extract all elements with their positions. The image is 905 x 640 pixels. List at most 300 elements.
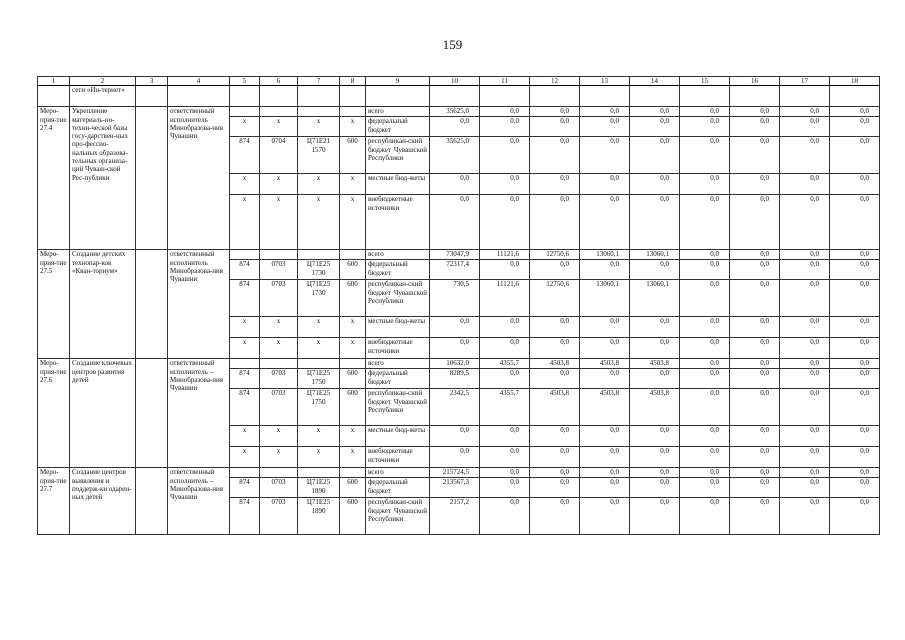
funding-source-cell: внебюджетные источники (366, 447, 430, 468)
amount-cell: 13060,1 (580, 250, 630, 260)
amount-cell: 0,0 (430, 195, 480, 250)
column-header: 18 (830, 77, 880, 86)
amount-cell: 0,0 (680, 389, 730, 426)
amount-cell: 0,0 (730, 117, 780, 137)
expense-type-cell: 600 (340, 369, 366, 389)
amount-cell: 0,0 (830, 498, 880, 535)
amount-cell: 0,0 (830, 280, 880, 317)
executor-cell: ответственный исполнитель Минобразова-ния Чувашии (168, 107, 230, 250)
amount-cell: 0,0 (430, 174, 480, 195)
expense-type-cell: 600 (340, 280, 366, 317)
table-cell (830, 86, 880, 107)
amount-cell: 0,0 (480, 117, 530, 137)
expense-type-cell: 600 (340, 389, 366, 426)
amount-cell: 0,0 (680, 338, 730, 359)
amount-cell: 11121,6 (480, 280, 530, 317)
amount-cell: 0,0 (730, 250, 780, 260)
target-code-cell: x (298, 195, 340, 250)
column-header: 2 (70, 77, 136, 86)
funding-source-cell: всего (366, 359, 430, 369)
amount-cell: 35625,0 (430, 107, 480, 117)
funding-source-cell: внебюджетные источники (366, 338, 430, 359)
amount-cell: 0,0 (530, 498, 580, 535)
section-code-cell (260, 250, 298, 260)
target-code-cell: Ц71Е25 1730 (298, 280, 340, 317)
amount-cell: 72317,4 (430, 260, 480, 280)
amount-cell: 73047,9 (430, 250, 480, 260)
amount-cell: 0,0 (630, 117, 680, 137)
amount-cell: 0,0 (680, 250, 730, 260)
table-cell (780, 86, 830, 107)
amount-cell: 4503,8 (630, 359, 680, 369)
column-header: 14 (630, 77, 680, 86)
expense-type-cell: x (340, 195, 366, 250)
expense-type-cell: x (340, 426, 366, 447)
expense-type-cell (340, 250, 366, 260)
amount-cell: 0,0 (730, 280, 780, 317)
amount-cell: 0,0 (680, 280, 730, 317)
column-header: 10 (430, 77, 480, 86)
section-code-cell: x (260, 447, 298, 468)
amount-cell: 0,0 (780, 280, 830, 317)
amount-cell: 0,0 (580, 317, 630, 338)
amount-cell: 0,0 (830, 447, 880, 468)
amount-cell: 0,0 (630, 447, 680, 468)
gr-code-cell: x (230, 117, 260, 137)
amount-cell: 0,0 (680, 137, 730, 174)
event-name-cell: Создание детских технопар-ков «Кван-ториум» (70, 250, 136, 359)
amount-cell: 0,0 (630, 317, 680, 338)
event-number-cell: Меро-прия-тие 27.4 (38, 107, 70, 250)
funding-source-cell: федеральный бюджет (366, 369, 430, 389)
empty-cell (136, 468, 168, 535)
amount-cell: 0,0 (630, 426, 680, 447)
amount-cell: 4503,8 (530, 389, 580, 426)
amount-cell: 0,0 (680, 317, 730, 338)
table-cell (136, 86, 168, 107)
column-header: 1 (38, 77, 70, 86)
table-cell (480, 86, 530, 107)
amount-cell: 0,0 (480, 195, 530, 250)
amount-cell: 4355,7 (480, 389, 530, 426)
amount-cell: 0,0 (780, 137, 830, 174)
amount-cell: 2157,2 (430, 498, 480, 535)
amount-cell: 0,0 (780, 174, 830, 195)
amount-cell: 12750,6 (530, 250, 580, 260)
page-number: 159 (442, 37, 463, 52)
amount-cell: 730,5 (430, 280, 480, 317)
column-header: 6 (260, 77, 298, 86)
amount-cell: 4503,8 (580, 359, 630, 369)
expense-type-cell: 600 (340, 498, 366, 535)
section-code-cell: x (260, 195, 298, 250)
amount-cell: 0,0 (480, 447, 530, 468)
amount-cell: 0,0 (530, 107, 580, 117)
amount-cell: 0,0 (830, 117, 880, 137)
table-cell (230, 86, 260, 107)
funding-source-cell: республикан-ский бюджет Чувашской Республики (366, 389, 430, 426)
amount-cell: 0,0 (530, 174, 580, 195)
amount-cell: 0,0 (780, 317, 830, 338)
section-code-cell (260, 468, 298, 478)
expense-type-cell: 600 (340, 260, 366, 280)
target-code-cell: Ц71Е25 1890 (298, 478, 340, 498)
amount-cell: 35625,0 (430, 137, 480, 174)
event-name-cell: Создание центров выявления и поддерж-ки одарен-ных детей (70, 468, 136, 535)
amount-cell: 0,0 (580, 137, 630, 174)
amount-cell: 0,0 (780, 447, 830, 468)
table-row (38, 250, 880, 260)
amount-cell: 0,0 (630, 478, 680, 498)
amount-cell: 0,0 (580, 426, 630, 447)
column-header: 3 (136, 77, 168, 86)
amount-cell: 0,0 (530, 447, 580, 468)
column-header: 4 (168, 77, 230, 86)
amount-cell: 0,0 (780, 107, 830, 117)
section-code-cell: 0703 (260, 369, 298, 389)
amount-cell: 0,0 (780, 117, 830, 137)
amount-cell: 0,0 (630, 338, 680, 359)
amount-cell: 0,0 (480, 369, 530, 389)
expense-type-cell (340, 468, 366, 478)
amount-cell: 0,0 (580, 174, 630, 195)
amount-cell: 0,0 (480, 478, 530, 498)
amount-cell: 0,0 (780, 260, 830, 280)
empty-cell (136, 107, 168, 250)
amount-cell: 0,0 (430, 426, 480, 447)
expense-type-cell: 600 (340, 478, 366, 498)
column-header: 11 (480, 77, 530, 86)
expense-type-cell: x (340, 338, 366, 359)
table-row (38, 359, 880, 369)
amount-cell: 0,0 (530, 117, 580, 137)
table-cell (340, 86, 366, 107)
amount-cell: 0,0 (730, 478, 780, 498)
amount-cell: 0,0 (680, 447, 730, 468)
amount-cell: 0,0 (680, 117, 730, 137)
gr-code-cell (230, 359, 260, 369)
amount-cell: 0,0 (780, 359, 830, 369)
amount-cell: 0,0 (780, 426, 830, 447)
amount-cell: 0,0 (680, 478, 730, 498)
amount-cell: 0,0 (680, 174, 730, 195)
budget-table (37, 76, 880, 535)
amount-cell: 0,0 (430, 317, 480, 338)
amount-cell: 0,0 (530, 260, 580, 280)
gr-code-cell: x (230, 447, 260, 468)
target-code-cell (298, 359, 340, 369)
gr-code-cell: 874 (230, 389, 260, 426)
amount-cell: 0,0 (730, 426, 780, 447)
target-code-cell (298, 468, 340, 478)
amount-cell: 0,0 (780, 389, 830, 426)
amount-cell: 0,0 (630, 468, 680, 478)
section-code-cell: 0703 (260, 498, 298, 535)
amount-cell: 0,0 (430, 338, 480, 359)
amount-cell: 0,0 (430, 447, 480, 468)
column-header: 7 (298, 77, 340, 86)
amount-cell: 0,0 (480, 260, 530, 280)
gr-code-cell: x (230, 426, 260, 447)
continuation-row (38, 86, 880, 107)
gr-code-cell: 874 (230, 260, 260, 280)
target-code-cell: Ц71Е25 1750 (298, 389, 340, 426)
amount-cell: 0,0 (830, 250, 880, 260)
table-cell (680, 86, 730, 107)
amount-cell: 0,0 (630, 137, 680, 174)
amount-cell: 0,0 (780, 369, 830, 389)
table-cell (580, 86, 630, 107)
section-code-cell: 0703 (260, 478, 298, 498)
column-header: 17 (780, 77, 830, 86)
amount-cell: 0,0 (580, 468, 630, 478)
target-code-cell: Ц71Е25 1890 (298, 498, 340, 535)
funding-source-cell: республикан-ский бюджет Чувашской Республики (366, 280, 430, 317)
amount-cell: 0,0 (680, 369, 730, 389)
table-cell (530, 86, 580, 107)
table-cell (430, 86, 480, 107)
event-number-cell: Меро-прия-тие 27.7 (38, 468, 70, 535)
section-code-cell (260, 107, 298, 117)
expense-type-cell: 600 (340, 137, 366, 174)
funding-source-cell: всего (366, 107, 430, 117)
amount-cell: 0,0 (830, 174, 880, 195)
column-header: 12 (530, 77, 580, 86)
amount-cell: 0,0 (780, 195, 830, 250)
table-cell (38, 86, 70, 107)
amount-cell: 0,0 (530, 468, 580, 478)
amount-cell: 0,0 (680, 260, 730, 280)
amount-cell: 0,0 (580, 107, 630, 117)
amount-cell: 0,0 (580, 478, 630, 498)
event-number-cell: Меро-прия-тие 27.6 (38, 359, 70, 468)
event-name-cell: Укрепление материаль-но-техни-ческой базы госу-дарствен-ных про-фессио-нальных образова-тельных организа-ций Чуваш-ской Рес-публики (70, 107, 136, 250)
amount-cell: 0,0 (730, 498, 780, 535)
target-code-cell (298, 250, 340, 260)
amount-cell: 0,0 (480, 174, 530, 195)
section-code-cell: 0704 (260, 137, 298, 174)
amount-cell: 0,0 (730, 195, 780, 250)
target-code-cell: x (298, 426, 340, 447)
amount-cell: 0,0 (830, 359, 880, 369)
gr-code-cell: 874 (230, 280, 260, 317)
gr-code-cell: 874 (230, 369, 260, 389)
target-code-cell: x (298, 117, 340, 137)
amount-cell: 13060,1 (630, 250, 680, 260)
funding-source-cell: федеральный бюджет (366, 260, 430, 280)
event-number-cell: Меро-прия-тие 27.5 (38, 250, 70, 359)
funding-source-cell: республикан-ский бюджет Чувашской Республики (366, 498, 430, 535)
amount-cell: 0,0 (480, 317, 530, 338)
table-cell (298, 86, 340, 107)
funding-source-cell: местные бюд-жеты (366, 317, 430, 338)
column-header: 5 (230, 77, 260, 86)
amount-cell: 8289,5 (430, 369, 480, 389)
column-header: 8 (340, 77, 366, 86)
funding-source-cell: внебюджетные источники (366, 195, 430, 250)
amount-cell: 0,0 (780, 338, 830, 359)
target-code-cell: x (298, 174, 340, 195)
column-header: 9 (366, 77, 430, 86)
expense-type-cell: x (340, 117, 366, 137)
event-name-cell: Создание ключевых центров развития детей (70, 359, 136, 468)
expense-type-cell: x (340, 447, 366, 468)
continuation-text: сети «Ин-тернет» (70, 86, 136, 107)
expense-type-cell: x (340, 317, 366, 338)
amount-cell: 0,0 (680, 498, 730, 535)
gr-code-cell (230, 250, 260, 260)
executor-cell: ответственный исполнитель – Минобразова-ния Чувашии (168, 468, 230, 535)
funding-source-cell: федеральный бюджет (366, 117, 430, 137)
gr-code-cell: x (230, 338, 260, 359)
amount-cell: 0,0 (580, 260, 630, 280)
amount-cell: 0,0 (680, 426, 730, 447)
amount-cell: 0,0 (730, 447, 780, 468)
amount-cell: 4503,8 (530, 359, 580, 369)
amount-cell: 0,0 (480, 468, 530, 478)
target-code-cell (298, 107, 340, 117)
funding-source-cell: всего (366, 468, 430, 478)
amount-cell: 0,0 (480, 107, 530, 117)
amount-cell: 0,0 (680, 468, 730, 478)
table-cell (366, 86, 430, 107)
amount-cell: 0,0 (630, 369, 680, 389)
section-code-cell: 0703 (260, 280, 298, 317)
column-header: 16 (730, 77, 780, 86)
amount-cell: 0,0 (630, 260, 680, 280)
amount-cell: 0,0 (730, 338, 780, 359)
amount-cell: 4503,8 (580, 389, 630, 426)
amount-cell: 0,0 (830, 195, 880, 250)
amount-cell: 0,0 (480, 498, 530, 535)
empty-cell (136, 359, 168, 468)
section-code-cell: x (260, 426, 298, 447)
target-code-cell: x (298, 447, 340, 468)
amount-cell: 0,0 (730, 107, 780, 117)
amount-cell: 0,0 (530, 338, 580, 359)
amount-cell: 0,0 (730, 369, 780, 389)
amount-cell: 0,0 (630, 107, 680, 117)
section-code-cell: x (260, 117, 298, 137)
amount-cell: 0,0 (580, 447, 630, 468)
target-code-cell: Ц71Е25 1730 (298, 260, 340, 280)
gr-code-cell (230, 468, 260, 478)
amount-cell: 0,0 (530, 195, 580, 250)
funding-source-cell: всего (366, 250, 430, 260)
amount-cell: 4503,8 (630, 389, 680, 426)
executor-cell: ответственный исполнитель Минобразова-ния Чувашии (168, 250, 230, 359)
amount-cell: 0,0 (830, 137, 880, 174)
header-row (38, 77, 880, 86)
amount-cell: 0,0 (830, 478, 880, 498)
gr-code-cell: 874 (230, 137, 260, 174)
target-code-cell: Ц71Е21 1570 (298, 137, 340, 174)
amount-cell: 0,0 (530, 137, 580, 174)
section-code-cell (260, 359, 298, 369)
amount-cell: 215724,5 (430, 468, 480, 478)
amount-cell: 0,0 (580, 498, 630, 535)
target-code-cell: Ц71Е25 1750 (298, 369, 340, 389)
amount-cell: 0,0 (780, 250, 830, 260)
amount-cell: 0,0 (480, 426, 530, 447)
amount-cell: 0,0 (730, 468, 780, 478)
amount-cell: 0,0 (730, 137, 780, 174)
amount-cell: 0,0 (830, 389, 880, 426)
target-code-cell: x (298, 317, 340, 338)
amount-cell: 0,0 (580, 338, 630, 359)
column-header: 15 (680, 77, 730, 86)
amount-cell: 0,0 (680, 195, 730, 250)
amount-cell: 0,0 (780, 468, 830, 478)
amount-cell: 0,0 (430, 117, 480, 137)
gr-code-cell: 874 (230, 498, 260, 535)
expense-type-cell: x (340, 174, 366, 195)
amount-cell: 0,0 (480, 137, 530, 174)
amount-cell: 0,0 (730, 260, 780, 280)
amount-cell: 213567,3 (430, 478, 480, 498)
section-code-cell: x (260, 317, 298, 338)
amount-cell: 0,0 (780, 478, 830, 498)
section-code-cell: 0703 (260, 260, 298, 280)
table-cell (260, 86, 298, 107)
amount-cell: 2342,5 (430, 389, 480, 426)
table-row (38, 107, 880, 117)
amount-cell: 0,0 (630, 195, 680, 250)
gr-code-cell: x (230, 195, 260, 250)
amount-cell: 0,0 (830, 468, 880, 478)
table-cell (730, 86, 780, 107)
expense-type-cell (340, 359, 366, 369)
amount-cell: 0,0 (730, 174, 780, 195)
amount-cell: 13060,1 (630, 280, 680, 317)
amount-cell: 0,0 (830, 338, 880, 359)
amount-cell: 0,0 (830, 317, 880, 338)
funding-source-cell: местные бюд-жеты (366, 426, 430, 447)
amount-cell: 0,0 (580, 117, 630, 137)
amount-cell: 0,0 (830, 260, 880, 280)
amount-cell: 0,0 (830, 107, 880, 117)
target-code-cell: x (298, 338, 340, 359)
amount-cell: 0,0 (630, 498, 680, 535)
amount-cell: 0,0 (680, 359, 730, 369)
empty-cell (136, 250, 168, 359)
amount-cell: 0,0 (530, 426, 580, 447)
amount-cell: 11121,6 (480, 250, 530, 260)
amount-cell: 0,0 (630, 174, 680, 195)
gr-code-cell: x (230, 317, 260, 338)
amount-cell: 0,0 (480, 338, 530, 359)
amount-cell: 0,0 (580, 369, 630, 389)
section-code-cell: x (260, 174, 298, 195)
table-cell (168, 86, 230, 107)
funding-source-cell: республикан-ский бюджет Чувашской Республики (366, 137, 430, 174)
amount-cell: 4355,7 (480, 359, 530, 369)
executor-cell: ответственный исполнитель – Минобразова-ния Чувашии (168, 359, 230, 468)
section-code-cell: x (260, 338, 298, 359)
table-cell (630, 86, 680, 107)
amount-cell: 0,0 (530, 317, 580, 338)
amount-cell: 0,0 (580, 195, 630, 250)
gr-code-cell: x (230, 174, 260, 195)
funding-source-cell: федеральный бюджет (366, 478, 430, 498)
amount-cell: 0,0 (730, 359, 780, 369)
gr-code-cell (230, 107, 260, 117)
amount-cell: 0,0 (780, 498, 830, 535)
amount-cell: 0,0 (730, 389, 780, 426)
amount-cell: 0,0 (530, 369, 580, 389)
gr-code-cell: 874 (230, 478, 260, 498)
expense-type-cell (340, 107, 366, 117)
